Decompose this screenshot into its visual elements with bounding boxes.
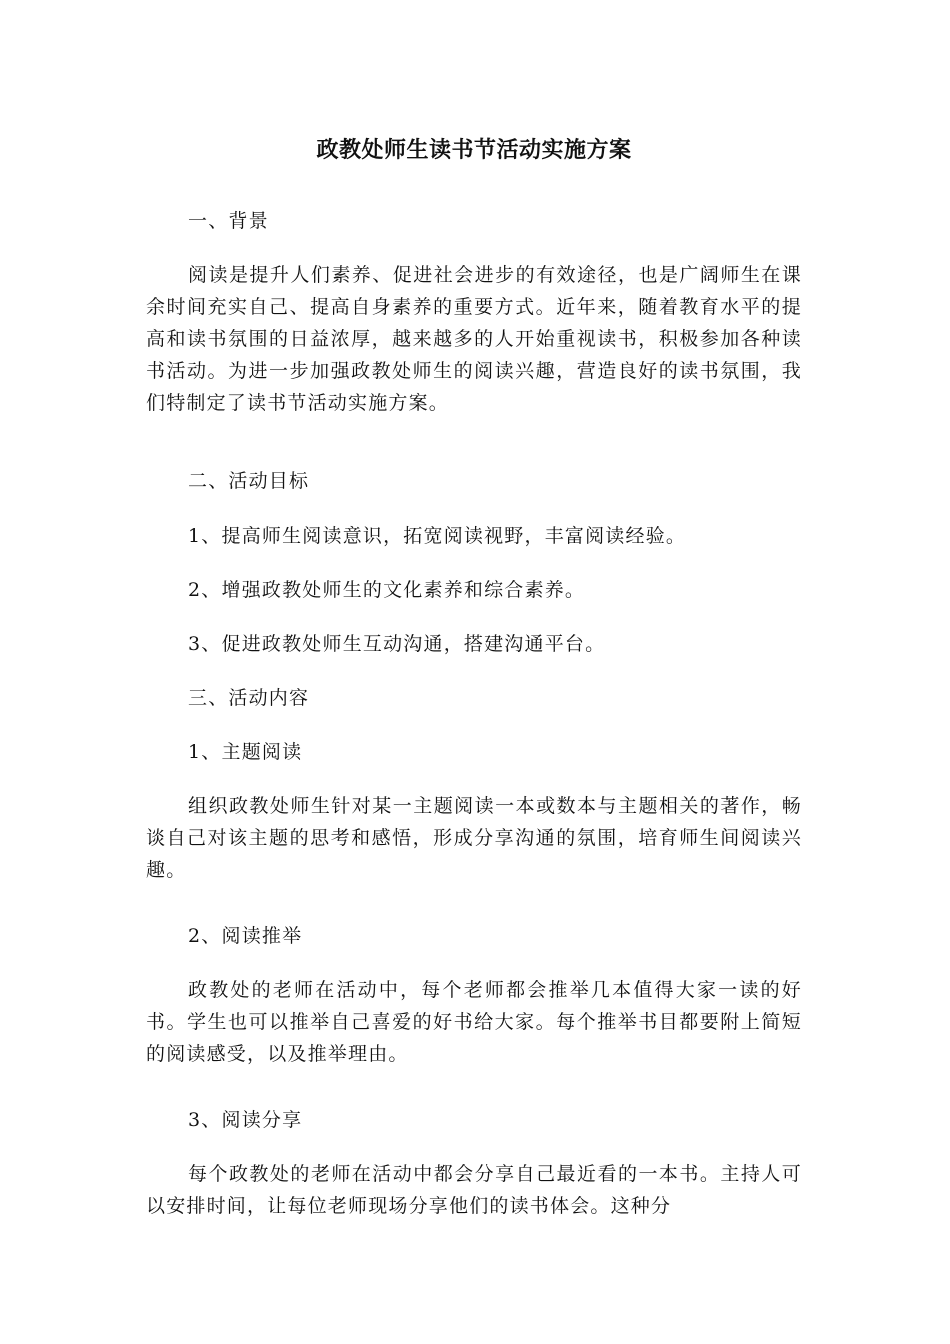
section-heading-content: 三、活动内容	[188, 687, 310, 709]
subheading-theme-reading: 1、主题阅读	[188, 741, 303, 763]
subheading-recommendation: 2、阅读推举	[188, 925, 303, 947]
paragraph-background: 阅读是提升人们素养、促进社会进步的有效途径，也是广阔师生在课余时间充实自己、提高自身素养的重要方式。近年来，随着教育水平的提高和读书氛围的日益浓厚，越来越多的人开始重视读书，积极参加各种读书活动。为进一步加强政教处师生的阅读兴趣，营造良好的读书氛围，我们特制定了读书节活动实施方案。	[146, 264, 802, 414]
paragraph-theme-reading: 组织政教处师生针对某一主题阅读一本或数本与主题相关的著作，畅谈自己对该主题的思考和感悟，形成分享沟通的氛围，培育师生间阅读兴趣。	[146, 795, 802, 881]
paragraph-recommendation: 政教处的老师在活动中，每个老师都会推举几本值得大家一读的好书。学生也可以推举自己喜爱的好书给大家。每个推举书目都要附上简短的阅读感受，以及推举理由。	[146, 979, 802, 1065]
paragraph-sharing: 每个政教处的老师在活动中都会分享自己最近看的一本书。主持人可以安排时间，让每位老师现场分享他们的读书体会。这种分	[146, 1163, 802, 1217]
goal-item-2: 2、增强政教处师生的文化素养和综合素养。	[188, 579, 586, 601]
goal-item-3: 3、促进政教处师生互动沟通，搭建沟通平台。	[188, 633, 606, 655]
section-heading-goals: 二、活动目标	[188, 470, 310, 492]
document-title: 政教处师生读书节活动实施方案	[316, 138, 632, 163]
goal-item-1: 1、提高师生阅读意识，拓宽阅读视野，丰富阅读经验。	[188, 525, 687, 547]
subheading-sharing: 3、阅读分享	[188, 1109, 303, 1131]
section-heading-background: 一、背景	[188, 210, 269, 232]
